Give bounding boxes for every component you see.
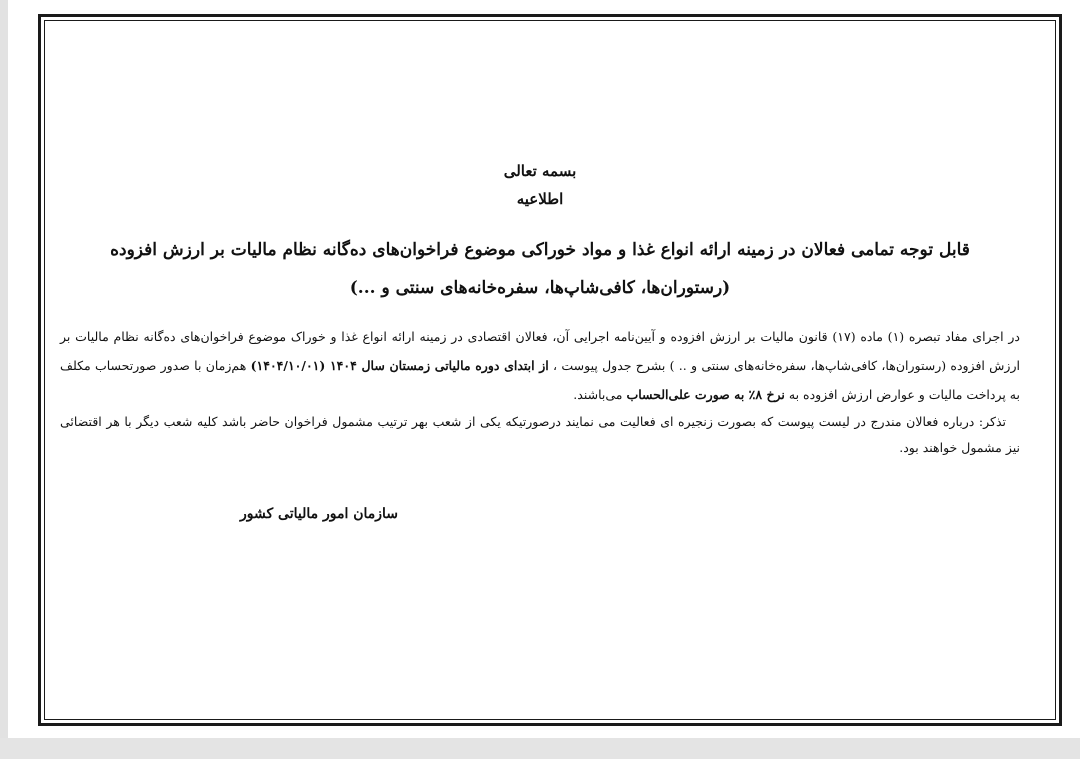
notice-headline: قابل توجه تمامی فعالان در زمینه ارائه انواع غذا و مواد خوراکی موضوع فراخوان‌های ده‌گانه نظام مالیات بر ارزش افزوده — [110, 240, 970, 260]
signature-organization: سازمان امور مالیاتی کشور — [240, 506, 399, 522]
basmala-heading: بسمه تعالی — [503, 162, 577, 180]
body-text-part3: می‌باشند. — [573, 387, 627, 402]
document-content — [60, 150, 1020, 461]
body-text-part1: در اجرای مفاد تبصره (۱) ماده (۱۷) قانون مالیات بر ارزش افزوده و آیین‌نامه اجرایی آن، فعالان اقتصادی در زمینه ارائه انواع غذا و خوراک موضوع فراخوان‌های ده‌گانه نظام مالیات بر ارزش افزوده (رستوران‌ها، کافی‌شاپ‌ها، سفره‌خانه‌های سنتی و .. ) بشرح جدول پیوست ، — [60, 329, 1020, 373]
body-bold-effective-date: از ابتدای دوره مالیاتی زمستان سال ۱۴۰۴ (۱۴۰۴/۱۰/۰۱) — [250, 358, 549, 373]
notice-note: تذکر: درباره فعالان مندرج در لیست پیوست که بصورت زنجیره ای فعالیت می نمایند درصورتیکه یکی از شعب بهر ترتیب مشمول فراخوان حاضر باشد کلیه شعب دیگر با هر اقتضائی نیز مشمول خواهند بود. — [60, 414, 1020, 455]
left-margin-strip — [0, 0, 8, 759]
notice-title: اطلاعیه — [516, 190, 564, 208]
bottom-margin-strip — [0, 738, 1080, 759]
notice-subline: (رستوران‌ها، کافی‌شاپ‌ها، سفره‌خانه‌های سنتی و ...) — [349, 278, 731, 298]
body-text-part2: هم‌زمان با صدور صورتحساب مکلف به پرداخت مالیات و عوارض ارزش افزوده به — [60, 358, 1020, 402]
notice-body — [60, 322, 1020, 409]
body-bold-tax-rate: نرخ ۸٪ به صورت علی‌الحساب — [626, 387, 785, 402]
